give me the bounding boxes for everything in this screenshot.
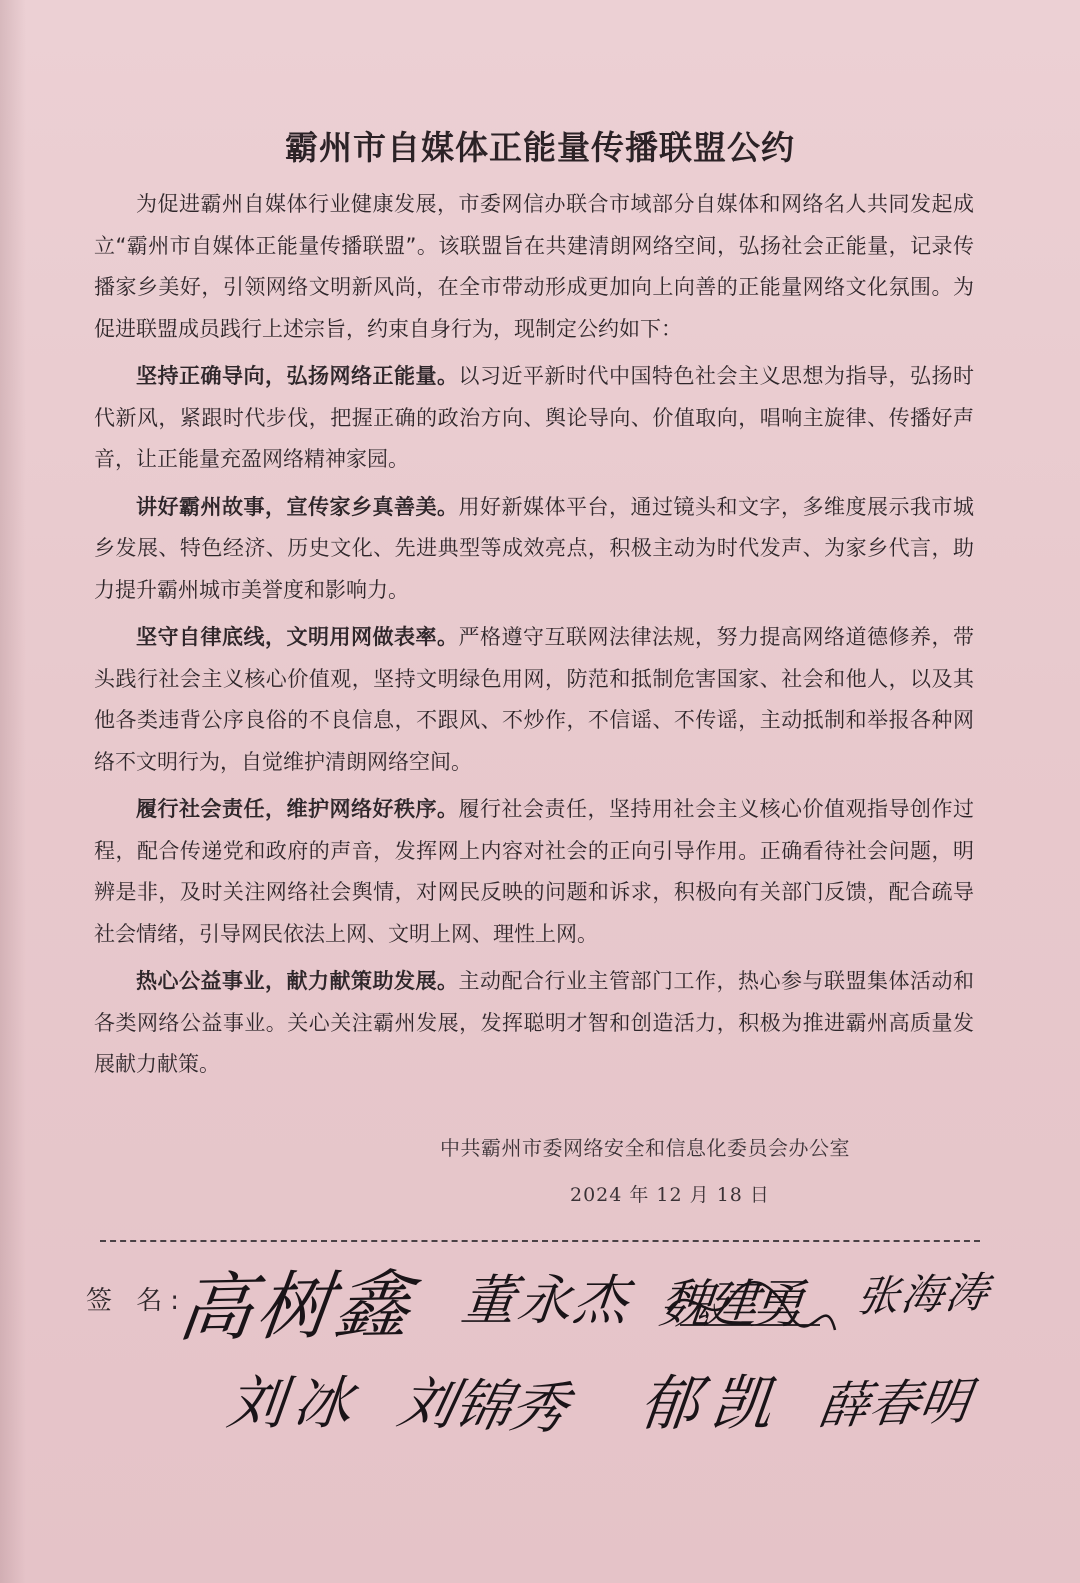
paragraph-article-4 <box>94 789 974 955</box>
document-body <box>94 184 974 1092</box>
signature-8: 薛春明 <box>814 1372 974 1436</box>
signature-5: 刘冰 <box>223 1369 364 1437</box>
paragraph-article-5 <box>94 961 974 1086</box>
dashed-divider <box>100 1240 980 1242</box>
document-title: 霸州市自媒体正能量传播联盟公约 <box>285 128 795 167</box>
paragraph-article-3 <box>94 617 974 783</box>
signature-label: 签 名: <box>86 1286 188 1316</box>
paragraph-intro <box>94 184 974 350</box>
paragraph-article-2 <box>94 487 974 612</box>
paragraph-lead: 坚守自律底线，文明用网做表率。 <box>136 625 459 649</box>
issue-date: 2024 年 12 月 18 日 <box>570 1184 770 1206</box>
paragraph-text: 履行社会责任，坚持用社会主义核心价值观指导创作过程，配合传递党和政府的声音，发挥网上内容对社会的正向引导作用。正确看待社会问题，明辨是非，及时关注网络社会舆情，对网民反映的问题和诉求，积极向有关部门反馈，配合疏导社会情绪，引导网民依法上网、文明上网、理性上网。 <box>94 797 974 946</box>
paragraph-text: 严格遵守互联网法律法规，努力提高网络道德修养，带头践行社会主义核心价值观，坚持文明绿色用网，防范和抵制危害国家、社会和他人，以及其他各类违背公序良俗的不良信息，不跟风、不炒作，不信谣、不传谣，主动抵制和举报各种网络不文明行为，自觉维护清朗网络空间。 <box>94 625 974 774</box>
signature-4: 张海涛 <box>853 1267 994 1322</box>
paragraph-text: 主动配合行业主管部门工作，热心参与联盟集体活动和各类网络公益事业。关心关注霸州发展，发挥聪明才智和创造活力，积极为推进霸州高质量发展献力献策。 <box>94 969 974 1076</box>
paragraph-text: 用好新媒体平台，通过镜头和文字，多维度展示我市城乡发展、特色经济、历史文化、先进典型等成效亮点，积极主动为时代发声、为家乡代言，助力提升霸州城市美誉度和影响力。 <box>94 494 974 602</box>
signature-6: 刘锦秀 <box>392 1371 574 1442</box>
signature-scribble <box>660 1270 840 1340</box>
paragraph-article-1 <box>94 356 974 481</box>
signature-3: 魏建勇 <box>656 1275 801 1335</box>
signature-1: 高树鑫 <box>173 1261 419 1353</box>
paragraph-lead: 热心公益事业，献力献策助发展。 <box>136 969 459 993</box>
signature-7: 郁凯 <box>635 1369 788 1439</box>
paragraph-lead: 履行社会责任，维护网络好秩序。 <box>136 797 459 821</box>
page-edge-shadow <box>0 0 26 1583</box>
signature-2: 董永杰 <box>458 1269 633 1332</box>
issuer-name: 中共霸州市委网络安全和信息化委员会办公室 <box>440 1136 850 1160</box>
paragraph-text: 为促进霸州自媒体行业健康发展，市委网信办联合市域部分自媒体和网络名人共同发起成立“霸州市自媒体正能量传播联盟”。该联盟旨在共建清朗网络空间，弘扬社会正能量，记录传播家乡美好，引领网络文明新风尚，在全市带动形成更加向上向善的正能量网络文化氛围。为促进联盟成员践行上述宗旨，约束自身行为，现制定公约如下： <box>94 192 974 341</box>
paragraph-lead: 坚持正确导向，弘扬网络正能量。 <box>136 364 459 388</box>
paragraph-lead: 讲好霸州故事，宣传家乡真善美。 <box>136 494 459 519</box>
paragraph-text: 以习近平新时代中国特色社会主义思想为指导，弘扬时代新风，紧跟时代步伐，把握正确的政治方向、舆论导向、价值取向，唱响主旋律、传播好声音，让正能量充盈网络精神家园。 <box>94 364 974 471</box>
